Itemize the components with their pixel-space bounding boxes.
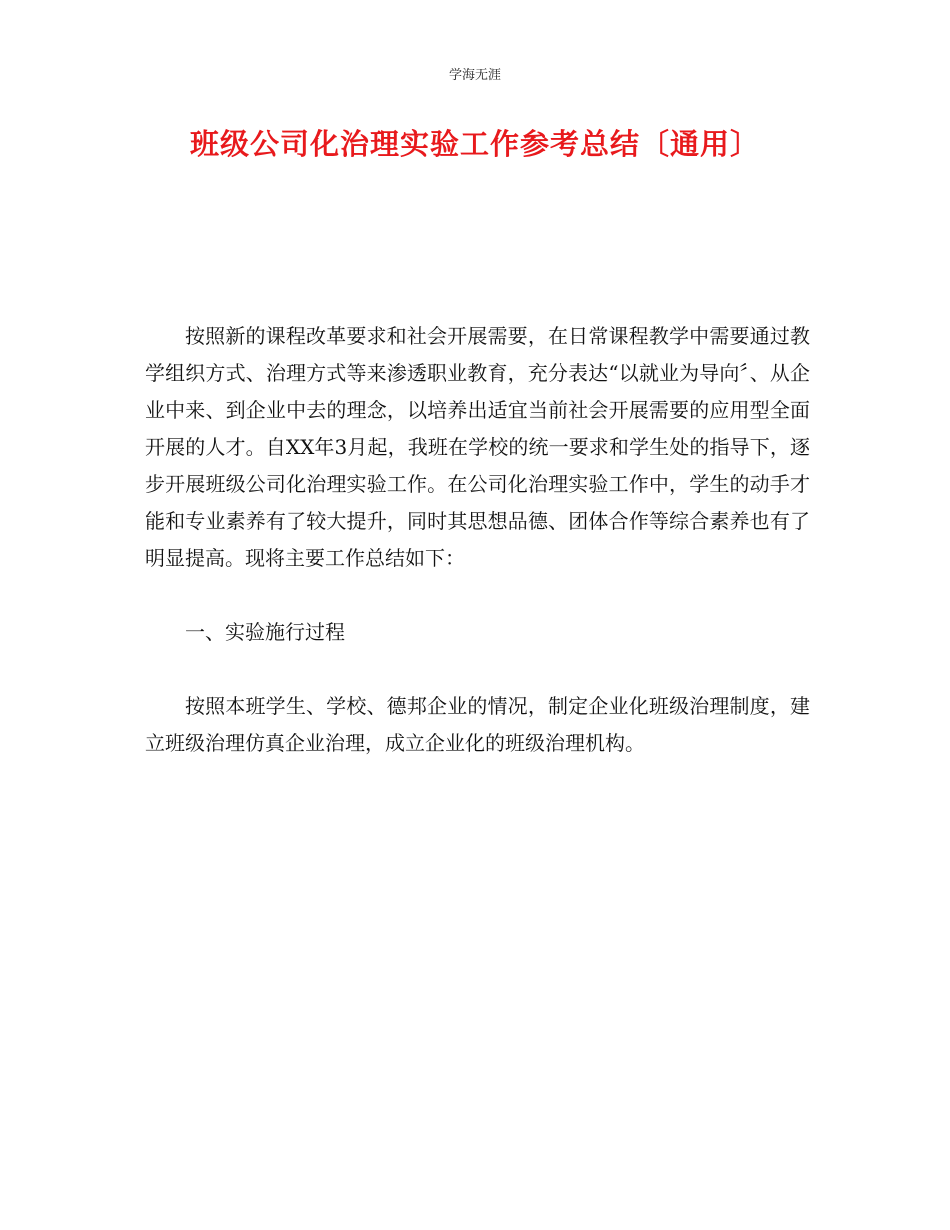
document-body [145,318,810,799]
body-paragraph-process: 按照本班学生、学校、德邦企业的情况，制定企业化班级治理制度，建立班级治理仿真企业治理，成立企业化的班级治理机构。 [145,694,810,755]
page-header: 学海无涯 [448,68,501,83]
document-title: 班级公司化治理实验工作参考总结〔通用〕 [189,127,760,161]
body-paragraph-intro: 按照新的课程改革要求和社会开展需要，在日常课程教学中需要通过教学组织方式、治理方式等来渗透职业教育，充分表达“以就业为导向〞、从企业中来、到企业中去的理念，以培养出适宜当前社会开展需要的应用型全面开展的人才。自XX年3月起，我班在学校的统一要求和学生处的指导下，逐步开展班级公司化治理实验工作。在公司化治理实验工作中，学生的动手才能和专业素养有了较大提升，同时其思想品德、团体合作等综合素养也有了明显提高。现将主要工作总结如下： [145,324,810,570]
section-heading: 一、实验施行过程 [185,620,345,644]
